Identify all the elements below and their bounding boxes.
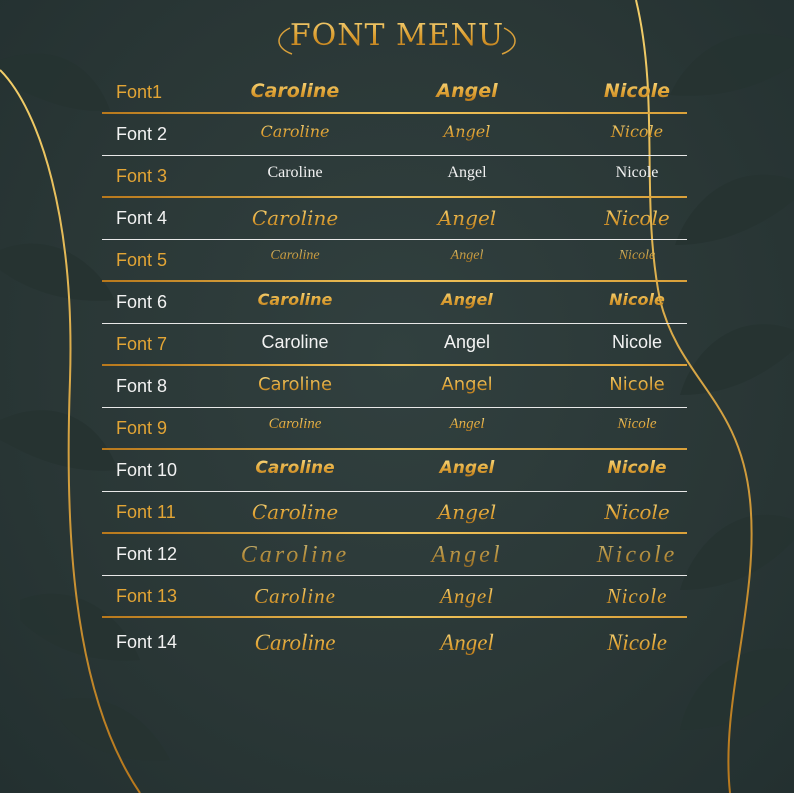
sample-caroline: Caroline (205, 416, 385, 433)
sample-caroline: Caroline (205, 584, 385, 609)
sample-nicole: Nicole (547, 248, 727, 264)
sample-nicole: Nicole (547, 374, 727, 395)
sample-caroline: Caroline (205, 248, 385, 264)
sample-nicole: Nicole (547, 542, 727, 569)
sample-nicole: Nicole (547, 80, 727, 102)
sample-caroline: Caroline (205, 206, 385, 230)
font-row-label: Font 5 (116, 250, 168, 270)
sample-nicole: Nicole (547, 206, 727, 230)
sample-angel: Angel (377, 206, 557, 230)
font-row-label: Font 6 (116, 292, 168, 312)
sample-angel: Angel (377, 122, 557, 141)
font-row-5 (102, 240, 687, 282)
sample-caroline: Caroline (205, 500, 385, 524)
font-row-6 (102, 282, 687, 324)
font-row-label: Font 14 (116, 632, 178, 652)
sample-angel: Angel (377, 374, 557, 395)
font-row-10 (102, 450, 687, 492)
font-row-label: Font 4 (116, 208, 168, 228)
sample-nicole: Nicole (547, 500, 727, 524)
font-row-label: Font 9 (116, 418, 168, 438)
font-row-label: Font 10 (116, 460, 178, 480)
font-row-label: Font 8 (116, 376, 168, 396)
sample-caroline: Caroline (205, 80, 385, 102)
sample-nicole: Nicole (547, 122, 727, 141)
sample-caroline: Caroline (205, 458, 385, 478)
font-row-1 (102, 72, 687, 114)
font-row-4 (102, 198, 687, 240)
sample-caroline: Caroline (205, 290, 385, 309)
sample-caroline: Caroline (205, 122, 385, 141)
page-title: FONT MENU (0, 18, 794, 53)
sample-angel: Angel (377, 630, 557, 656)
sample-angel: Angel (377, 248, 557, 264)
font-row-label: Font 13 (116, 586, 178, 606)
font-row-13 (102, 576, 687, 618)
sample-nicole: Nicole (547, 584, 727, 609)
font-row-9 (102, 408, 687, 450)
sample-caroline: Caroline (261, 332, 329, 352)
sample-nicole: Nicole (547, 416, 727, 433)
font-row-label: Font 7 (116, 334, 168, 354)
font-row-11 (102, 492, 687, 534)
row-divider (102, 616, 687, 618)
font-row-label: Font 2 (116, 124, 168, 144)
font-row-8 (102, 366, 687, 408)
sample-caroline: Caroline (205, 542, 385, 569)
sample-nicole: Nicole (615, 164, 659, 181)
font-row-label: Font 11 (116, 502, 176, 522)
font-row-label: Font1 (116, 82, 163, 102)
sample-angel: Angel (377, 584, 557, 609)
sample-nicole: Nicole (547, 458, 727, 478)
sample-angel: Angel (443, 332, 491, 352)
font-row-label: Font 12 (116, 544, 178, 564)
sample-caroline: Caroline (267, 164, 323, 181)
font-row-7 (102, 324, 687, 366)
sample-angel: Angel (377, 80, 557, 102)
sample-angel: Angel (377, 416, 557, 433)
font-row-12 (102, 534, 687, 576)
sample-angel: Angel (377, 458, 557, 478)
font-row-3 (102, 156, 687, 198)
font-row-label: Font 3 (116, 166, 168, 186)
sample-angel: Angel (447, 164, 487, 181)
sample-angel: Angel (377, 542, 557, 569)
sample-angel: Angel (377, 290, 557, 309)
sample-nicole: Nicole (547, 630, 727, 656)
sample-caroline: Caroline (205, 374, 385, 395)
sample-nicole: Nicole (547, 290, 727, 309)
sample-nicole: Nicole (611, 332, 663, 352)
font-row-14 (102, 622, 687, 670)
font-row-2 (102, 114, 687, 156)
sample-caroline: Caroline (205, 630, 385, 656)
sample-angel: Angel (377, 500, 557, 524)
